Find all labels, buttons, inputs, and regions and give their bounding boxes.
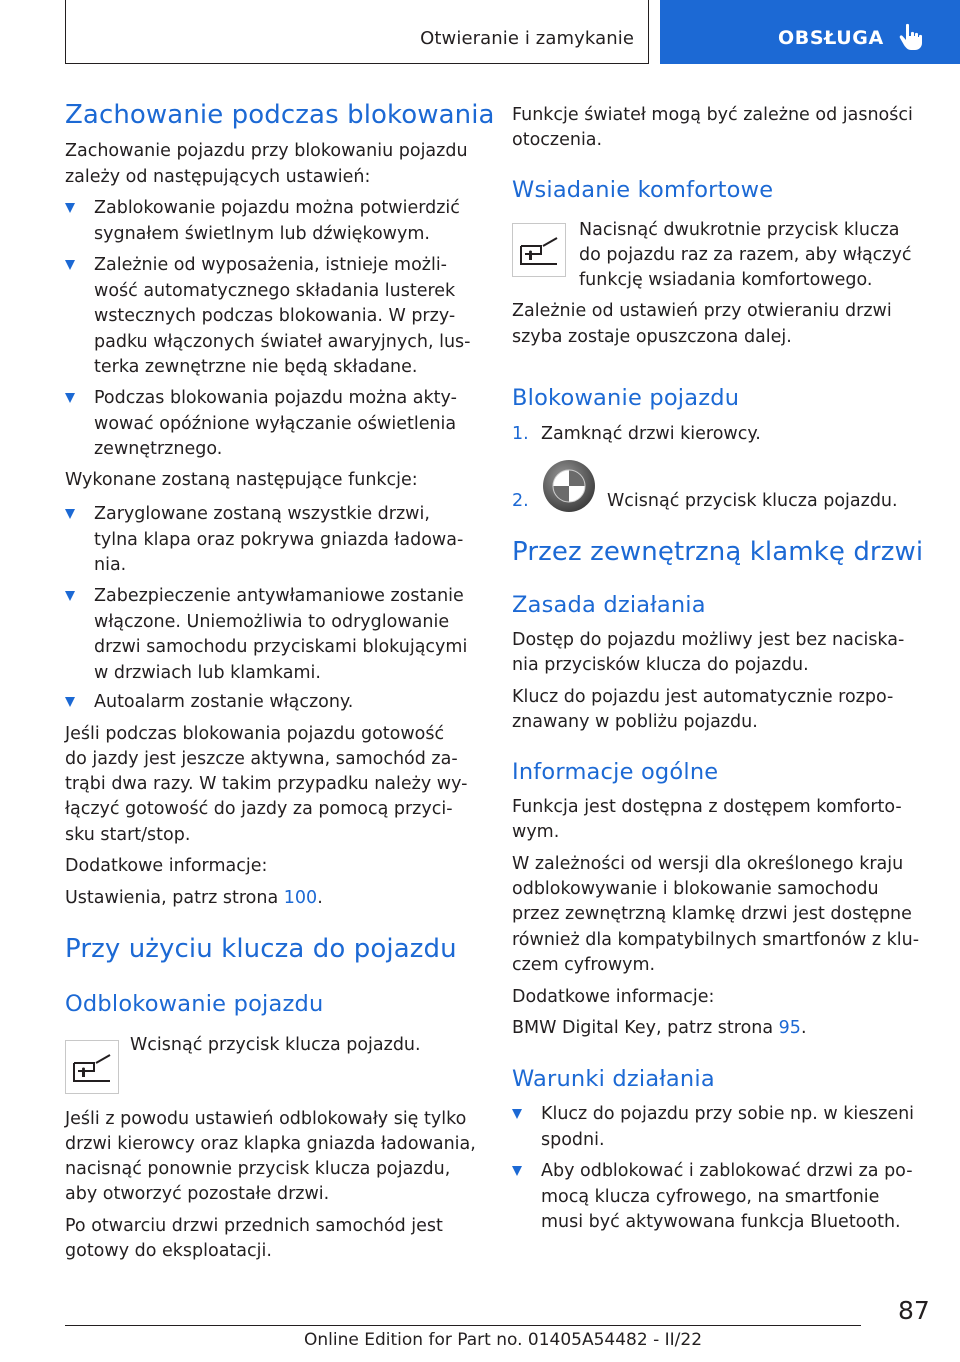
list-item-line: Aby odblokować i zablokować drzwi za po-	[541, 1161, 913, 1181]
heading-unlock: Odblokowanie pojazdu	[65, 991, 324, 1017]
list-item-line: wość automatycznego składania lusterek	[94, 280, 456, 301]
bullet-triangle-icon	[512, 1109, 522, 1119]
list-item-line: zewnętrznego.	[94, 439, 223, 459]
list-item-line: spodni.	[541, 1129, 605, 1150]
heading-comfort-entry: Wsiadanie komfortowe	[512, 177, 774, 203]
unlock-key-icon	[65, 1040, 119, 1094]
comfort-instruction-line: Nacisnąć dwukrotnie przycisk klucza	[579, 220, 900, 240]
page-number: 87	[898, 1296, 930, 1325]
paragraph-line: W zależności od wersji dla określonego kraju	[512, 854, 904, 874]
step-number: 1.	[512, 424, 529, 444]
list-item-line: sygnałem świetlnym lub dźwiękowym.	[94, 223, 430, 244]
header-section-title: Otwieranie i zamykanie	[420, 28, 634, 49]
list-item-line: Podczas blokowania pojazdu można akty-	[94, 388, 457, 408]
header-section-box	[65, 0, 649, 64]
paragraph-line: Wykonane zostaną następujące funkcje:	[65, 470, 418, 490]
header-chapter-title: OBSŁUGA	[778, 27, 884, 49]
footer-divider	[65, 1325, 861, 1326]
list-item-line: w drzwiach lub klamkami.	[94, 662, 321, 683]
list-item-line: wować opóźnione wyłączanie oświetlenia	[94, 413, 457, 434]
paragraph-line: Funkcje świateł mogą być zależne od jasności	[512, 105, 913, 125]
paragraph-line: aby otworzyć pozostałe drzwi.	[65, 1184, 330, 1204]
step-number: 2.	[512, 491, 529, 511]
paragraph-line: Jeśli z powodu ustawień odblokowały się tylko	[65, 1109, 467, 1129]
unlock-instruction: Wcisnąć przycisk klucza pojazdu.	[130, 1035, 421, 1055]
paragraph-line: Dodatkowe informacje:	[512, 987, 715, 1007]
paragraph-line: Zachowanie pojazdu przy blokowaniu pojazdu	[65, 141, 468, 161]
list-item-line: mocą klucza cyfrowego, na smartfonie	[541, 1186, 880, 1207]
list-item-line: wstecznych podczas blokowania. W przy-	[94, 306, 456, 326]
paragraph-line: Klucz do pojazdu jest automatycznie rozpo-	[512, 687, 894, 707]
list-item-line: Zablokowanie pojazdu można potwierdzić	[94, 198, 460, 218]
bullet-triangle-icon	[65, 203, 75, 213]
paragraph-digital-key-ref	[512, 1016, 807, 1042]
paragraph-line: również dla kompatybilnych smartfonów z klu-	[512, 930, 920, 950]
list-item-line: nia.	[94, 555, 127, 575]
list-item-line: terka zewnętrzne nie będą składane.	[94, 357, 418, 377]
paragraph-line: nacisnąć ponownie przycisk klucza pojazdu,	[65, 1159, 451, 1179]
bmw-logo-icon	[542, 459, 596, 513]
bullet-triangle-icon	[65, 697, 75, 707]
paragraph-settings-ref	[65, 886, 323, 912]
paragraph-line: Po otwarciu drzwi przednich samochód jest	[65, 1216, 443, 1236]
list-item-line: musi być aktywowana funkcja Bluetooth.	[541, 1212, 901, 1232]
list-item-line: Autoalarm zostanie włączony.	[94, 692, 354, 712]
paragraph-line: Funkcja jest dostępna z dostępem komforto-	[512, 797, 902, 817]
heading-general-info: Informacje ogólne	[512, 759, 719, 785]
paragraph-line: sku start/stop.	[65, 825, 191, 845]
bullet-triangle-icon	[65, 260, 75, 270]
bullet-triangle-icon	[65, 509, 75, 519]
list-item-line: Zaryglowane zostaną wszystkie drzwi,	[94, 504, 430, 524]
heading-conditions: Warunki działania	[512, 1066, 715, 1092]
paragraph-line: otoczenia.	[512, 130, 603, 150]
paragraph-line: gotowy do eksploatacji.	[65, 1241, 272, 1261]
step-text: Wcisnąć przycisk klucza pojazdu.	[607, 491, 898, 511]
comfort-instruction-line: do pojazdu raz za razem, aby włączyć	[579, 245, 912, 265]
paragraph-line: trąbi dwa razy. W takim przypadku należy wy-	[65, 774, 468, 794]
bullet-triangle-icon	[65, 393, 75, 403]
list-item-line: padku włączonych świateł awaryjnych, lus-	[94, 331, 471, 352]
paragraph-line: odblokowywanie i blokowanie samochodu	[512, 879, 879, 899]
paragraph-text: BMW Digital Key, patrz strona	[512, 1018, 779, 1038]
paragraph-line: szyba zostaje opuszczona dalej.	[512, 327, 792, 347]
list-item-line: tylna klapa oraz pokrywa gniazda ładowa-	[94, 529, 464, 550]
heading-lock-behavior: Zachowanie podczas blokowania	[65, 100, 495, 130]
list-item-line: drzwi samochodu przyciskami blokującymi	[94, 637, 468, 657]
comfort-instruction-line: funkcję wsiadania komfortowego.	[579, 270, 873, 290]
heading-with-key: Przy użyciu klucza do pojazdu	[65, 934, 457, 964]
list-item-line: Klucz do pojazdu przy sobie np. w kieszeni	[541, 1104, 915, 1124]
paragraph-line: czem cyfrowym.	[512, 955, 656, 975]
paragraph-line: nia przycisków klucza do pojazdu.	[512, 655, 809, 675]
paragraph-text: Ustawienia, patrz strona	[65, 888, 284, 908]
paragraph-line: drzwi kierowcy oraz klapka gniazda ładowania,	[65, 1134, 476, 1154]
paragraph-line: Dostęp do pojazdu możliwy jest bez naciska-	[512, 630, 905, 650]
unlock-key-icon	[512, 223, 566, 277]
footer-edition: Online Edition for Part no. 01405A54482 - II/22	[304, 1330, 703, 1350]
hand-pointer-icon	[898, 22, 924, 52]
list-item-line: włączone. Uniemożliwia to odryglowanie	[94, 611, 450, 632]
page-link-95[interactable]: 95	[778, 1018, 801, 1038]
paragraph-line: zależy od następujących ustawień:	[65, 167, 371, 187]
paragraph-line: Jeśli podczas blokowania pojazdu gotowość	[65, 724, 445, 744]
list-item-line: Zależnie od wyposażenia, istnieje możli-	[94, 255, 447, 275]
bullet-triangle-icon	[65, 591, 75, 601]
page-link-100[interactable]: 100	[283, 888, 318, 908]
header-chapter-box	[660, 0, 960, 64]
heading-principle: Zasada działania	[512, 592, 706, 618]
paragraph-line: Dodatkowe informacje:	[65, 856, 268, 876]
list-item-line: Zabezpieczenie antywłamaniowe zostanie	[94, 586, 464, 606]
paragraph-line: znawany w pobliżu pojazdu.	[512, 712, 758, 732]
paragraph-line: wym.	[512, 822, 560, 842]
heading-lock-vehicle: Blokowanie pojazdu	[512, 385, 740, 411]
paragraph-line: łączyć gotowość do jazdy za pomocą przyci-	[65, 799, 453, 819]
paragraph-line: Zależnie od ustawień przy otwieraniu drzwi	[512, 301, 892, 321]
paragraph-text: .	[317, 888, 323, 908]
heading-door-handle: Przez zewnętrzną klamkę drzwi	[512, 537, 924, 567]
paragraph-line: do jazdy jest jeszcze aktywna, samochód za-	[65, 749, 458, 769]
paragraph-line: przez zewnętrzną klamkę drzwi jest dostępne	[512, 904, 912, 924]
step-text: Zamknąć drzwi kierowcy.	[541, 424, 761, 444]
bullet-triangle-icon	[512, 1166, 522, 1176]
paragraph-text: .	[800, 1018, 807, 1038]
